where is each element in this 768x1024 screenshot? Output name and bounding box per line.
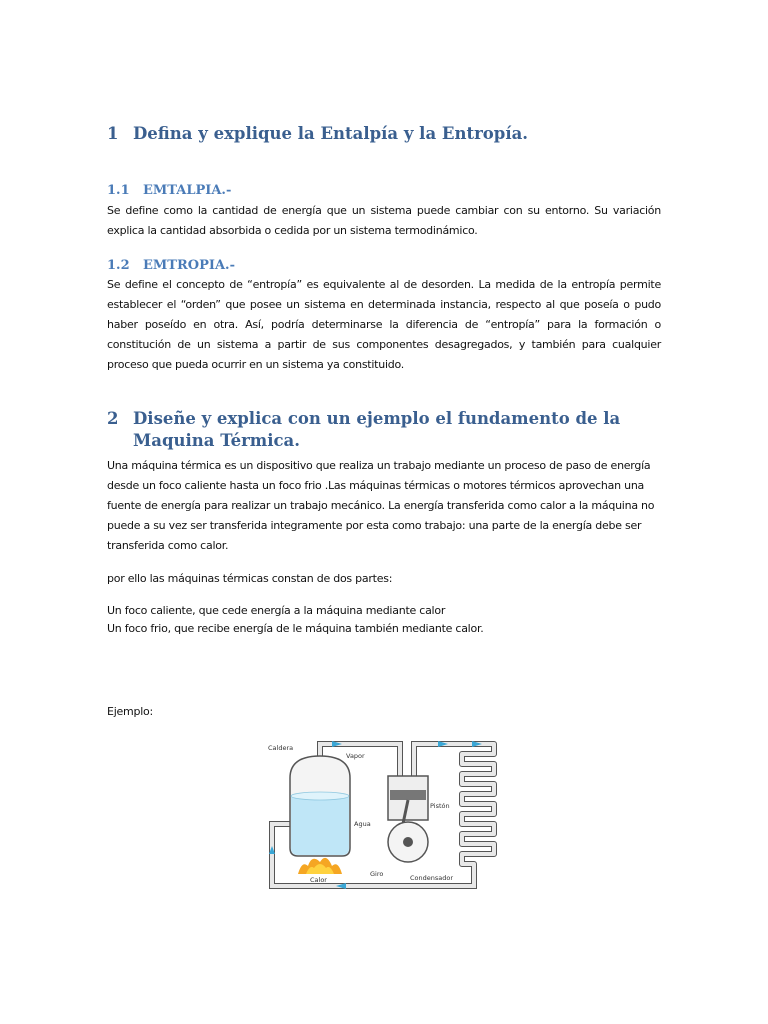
entropy-paragraph: Se define el concepto de “entropía” es equivalente al de desorden. La medida de la entropía permite establecer el “orden” que posee un sistema en determinada instancia, respecto al que poseía o pudo haber poseído en otra. Así, podría determinarse la diferencia de “entropía” para la formación o constitución de un sistema a partir de sus componentes desagregados, y también para cualquier proceso que pueda ocurrir en un sistema ya constituido. (107, 278, 661, 371)
section-1-number: 1 (107, 124, 119, 143)
water-fill (291, 796, 349, 855)
label-caldera: Caldera (268, 744, 294, 752)
cold-source-text: Un foco frio, que recibe energía de le máquina también mediante calor. (107, 622, 484, 635)
section-1-heading (107, 123, 667, 145)
condenser-coil-inner (462, 744, 494, 872)
label-giro: Giro (370, 870, 384, 878)
hot-source-text: Un foco caliente, que cede energía a la máquina mediante calor (107, 604, 446, 617)
piston-head (390, 790, 426, 800)
label-vapor: Vapor (346, 752, 365, 760)
flame-icon (298, 858, 342, 874)
label-agua: Agua (354, 820, 371, 828)
section-2-heading (107, 408, 667, 452)
section-2-title: Diseñe y explica con un ejemplo el fundamento de la Maquina Térmica. (133, 409, 621, 450)
subsection-1-1-title: EMTALPIA.- (143, 183, 232, 198)
heat-engine-diagram (262, 736, 502, 894)
section-1-title: Defina y explique la Entalpía y la Entropía. (133, 124, 529, 143)
label-condensador: Condensador (410, 874, 454, 882)
heat-engine-paragraph: Una máquina térmica es un dispositivo que realiza un trabajo mediante un proceso de paso de energía desde un foco caliente hasta un foco frio .Las máquinas térmicas o motores térmicos aprovechan una fuente de energía para realizar un trabajo mecánico. La energía transferida como calor a la máquina no puede a su vez ser transferida integramente por esta como trabajo: una parte de la energía debe ser transferida como calor. (107, 459, 655, 552)
subsection-1-2-title: EMTROPIA.- (143, 258, 235, 273)
boiler (290, 756, 350, 856)
subsection-1-2-number: 1.2 (107, 258, 130, 273)
piston-cylinder (388, 776, 428, 862)
subsection-1-2-heading (107, 257, 235, 275)
section-2-number: 2 (107, 409, 119, 428)
label-piston: Pistón (430, 802, 450, 810)
parts-intro-text: por ello las máquinas térmicas constan de dos partes: (107, 572, 393, 585)
subsection-1-1-heading (107, 182, 231, 200)
subsection-1-1-number: 1.1 (107, 183, 130, 198)
enthalpy-paragraph: Se define como la cantidad de energía que un sistema puede cambiar con su entorno. Su variación explica la cantidad absorbida o cedida por un sistema termodinámico. (107, 204, 661, 237)
label-calor: Calor (310, 876, 327, 884)
example-label: Ejemplo: (107, 705, 153, 718)
